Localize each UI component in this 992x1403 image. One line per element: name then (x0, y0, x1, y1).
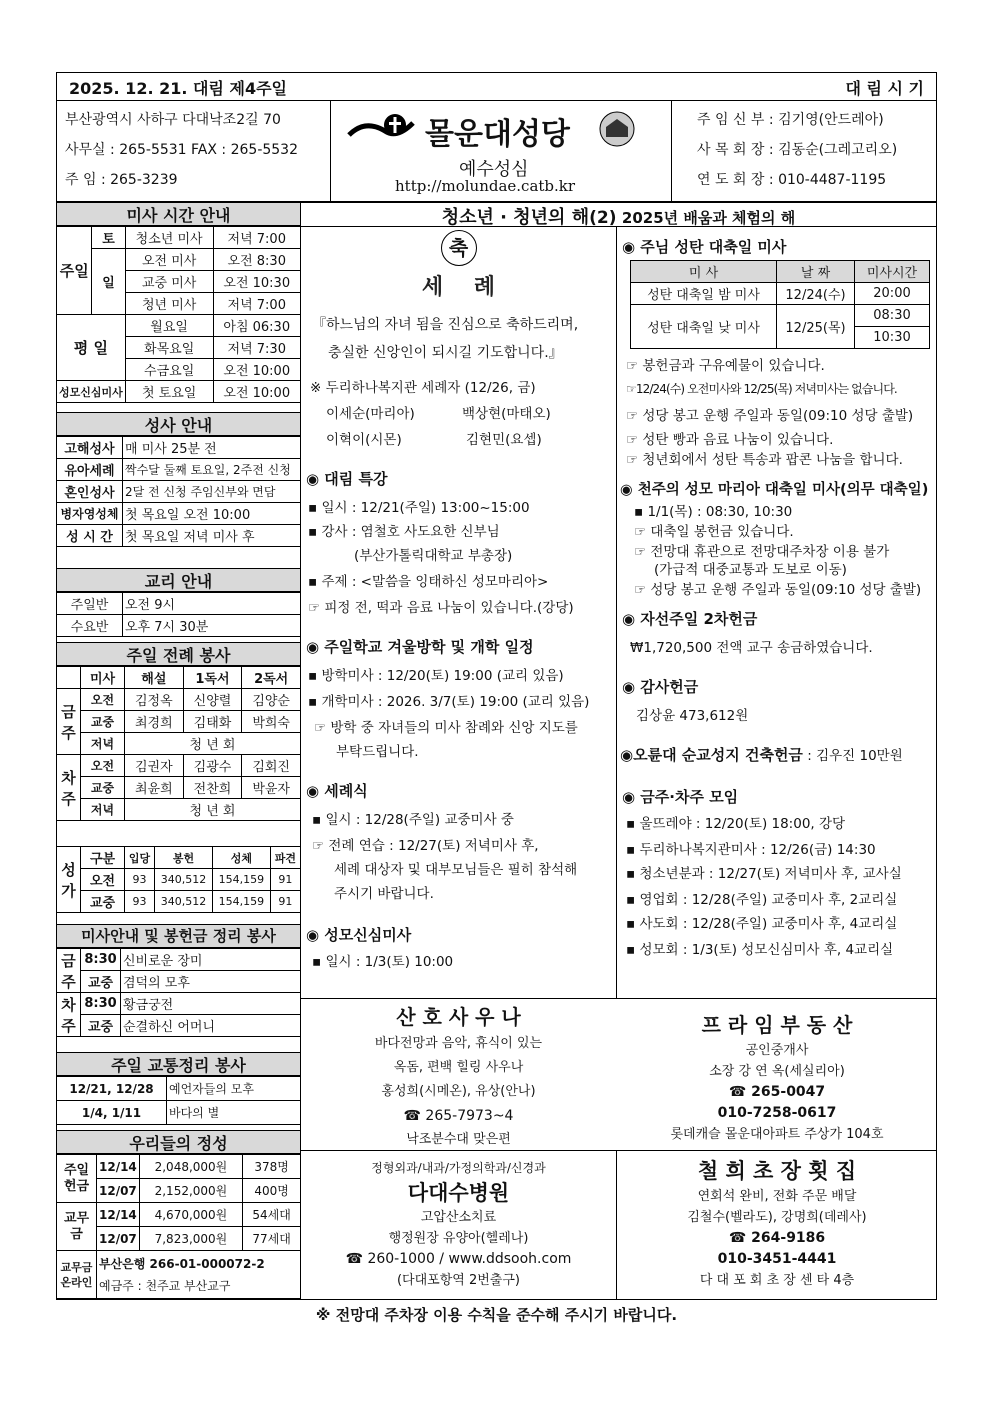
christmas-title: ◉ 주님 성탄 대축일 미사 (622, 238, 787, 256)
season: 대 림 시 기 (845, 79, 924, 98)
celebration-mark: 축 (441, 230, 477, 266)
catechism-table: 주일반 오전 9시 수요반 오후 7시 30분 (56, 592, 301, 637)
traffic-table: 12/21, 12/28 예언자들의 모후 1/4, 1/11 바다의 별 (56, 1076, 301, 1125)
baptism-name: 백상현(마태오) (462, 406, 551, 422)
lecture-title: ◉ 대림 특강 (306, 470, 388, 488)
ad-realestate: 프 라 임 부 동 산 공인중개사 소장 강 연 옥(세실리아) ☎ 265-0047 010-7258-0617 롯데캐슬 몰운대아파트 주상가 104호 (670, 1013, 884, 1142)
thanks-offering-title: ◉ 감사헌금 (622, 678, 699, 696)
liturgy-title: 주일 전례 봉사 (56, 642, 301, 666)
choir-table: 성가 구분 입당 봉헌 성체 파견 오전 93 340,512 154,159 91 교중 93 340,512 154,159 91 (56, 846, 301, 913)
baptism-name: 이세순(마리아) (326, 406, 415, 422)
mary-feast-title: ◉ 천주의 성모 마리아 대축일 미사(의무 대축일) (620, 482, 929, 498)
website[interactable]: http://molundae.catb.kr (395, 177, 576, 195)
meetings-title: ◉ 금주·차주 모임 (622, 788, 739, 806)
baptism-rite-title: ◉ 세례식 (306, 782, 368, 800)
baptism-title: 세 례 (421, 275, 496, 300)
patron: 예수성심 (459, 159, 529, 180)
sunday-label: 주일 (57, 227, 92, 315)
mass-schedule-table: 주일 토 청소년 미사 저녁 7:00 일 오전 미사 오전 8:30 교중 미사 오전 10:30 청년 미사 저녁 7:00 평 일 월요일 아침 06:30 화목요일 저녁 7:30 수금요일 오전 10:00 성모신심미사 첫 토요일 오전 10:00 (56, 226, 301, 403)
christmas-table: 미 사 날 짜 미사시간 성탄 대축일 밤 미사 12/24(수) 20:00 성탄 대축일 낮 미사 12/25(목) 08:30 10:30 (630, 260, 930, 349)
ad-hospital: 정형외과/내과/가정의학과/신경과 다대수병원 고압산소치료 행정원장 유양아(헬레나) ☎ 260-1000 / www.ddsooh.com (다대포항역 2번출구) (301, 1158, 616, 1291)
shrine-fund: ◉오륜대 순교성지 건축헌금 : 김우진 10만원 (620, 746, 903, 764)
traffic-title: 주일 교통정리 봉사 (56, 1052, 301, 1076)
council-president: 사 목 회 장 : 김동순(그레고리오) (697, 142, 898, 158)
offering-duty-table: 금주 8:30 신비로운 장미 교중 겸덕의 모후 차주 8:30 황금궁전 교중 순결하신 어머니 (56, 948, 301, 1037)
church-logo-icon (347, 109, 417, 149)
baptism-message-2: 충실한 신앙인이 되시길 기도합니다.』 (328, 345, 563, 361)
liturgy-table: 미사 해설 1독서 2독서 금주 오전 김정옥 신양렬 김양순 교중 최경희 김태화 박희숙 저녁 청 년 회 차주 오전 김권자 김광수 김회진 교중 최윤희 전찬희 박윤자 저녁 청 년 회 (56, 666, 301, 821)
offering-duty-title: 미사안내 및 봉헌금 정리 봉사 (56, 924, 301, 948)
baptism-card (301, 230, 616, 301)
pastor: 주 임 신 부 : 김기영(안드레아) (697, 112, 884, 128)
school-title: ◉ 주일학교 겨울방학 및 개학 일정 (306, 638, 534, 656)
sacrament-table: 고해성사 매 미사 25분 전 유아세례 짝수달 둘째 토요일, 2주전 신청 혼인성사 2달 전 신청 주임신부와 면담 병자영성체 첫 목요일 오전 10:00 성 시 간 첫 목요일 저녁 미사 후 (56, 436, 301, 547)
baptism-name: 김현민(요셉) (466, 432, 542, 448)
pastor-phone: 주 임 : 265-3239 (65, 172, 178, 188)
baptism-name: 이혁이(시몬) (326, 432, 402, 448)
office-phone: 사무실 : 265-5531 FAX : 265-5532 (65, 142, 298, 158)
mass-schedule-title: 미사 시간 안내 (56, 202, 301, 226)
church-name: 몰운대성당 (425, 117, 570, 152)
baptism-note: ※ 두리하나복지관 세례자 (12/26, 금) (310, 380, 536, 396)
hospital-website[interactable]: ☎ 260-1000 / www.ddsooh.com (345, 1251, 572, 1267)
marian-mass-title: ◉ 성모신심미사 (306, 926, 412, 944)
header (56, 72, 937, 202)
baptism-message-1: 『하느님의 자녀 됨을 진심으로 축하드리며, (312, 317, 579, 333)
catechism-title: 교리 안내 (56, 568, 301, 592)
address: 부산광역시 사하구 다대낙조2길 70 (65, 112, 281, 128)
church-building-icon (597, 111, 637, 147)
ad-restaurant: 철 희 초 장 횟 집 연회석 완비, 전화 주문 배달 김철수(벨라도), 강명희(데레사) ☎ 264-9186 010-3451-4441 다 대 포 회 초 장 센 타 4층 (687, 1159, 867, 1288)
second-collection-title: ◉ 자선주일 2차헌금 (622, 610, 758, 628)
union-president: 연 도 회 장 : 010-4487-1195 (697, 172, 887, 188)
sacrament-title: 성사 안내 (56, 412, 301, 436)
theme-banner: 청소년 · 청년의 해(2) 2025년 배움과 체험의 해 (441, 207, 796, 228)
funds-title: 우리들의 정성 (56, 1130, 301, 1154)
footer-notice: ※ 전망대 주차장 이용 수칙을 준수해 주시기 바랍니다. (315, 1306, 678, 1324)
ad-sauna: 산 호 사 우 나 바다전망과 음악, 휴식이 있는 옥돔, 편백 힐링 사우나 홍성희(시메온), 유상(안나) ☎ 265-7973~4 낙조분수대 맞은편 (374, 1005, 543, 1147)
funds-table: 주일헌금 12/14 2,048,000원 378명 12/07 2,152,000원 400명 교무금 12/14 4,670,000원 54세대 12/07 7,823,000원 77세대 교무금 온라인 부산은행 266-01-000072-2 예금주 : 천주교 부산교구 (56, 1154, 301, 1299)
issue-date: 2025. 12. 21. 대림 제4주일 (69, 79, 287, 98)
